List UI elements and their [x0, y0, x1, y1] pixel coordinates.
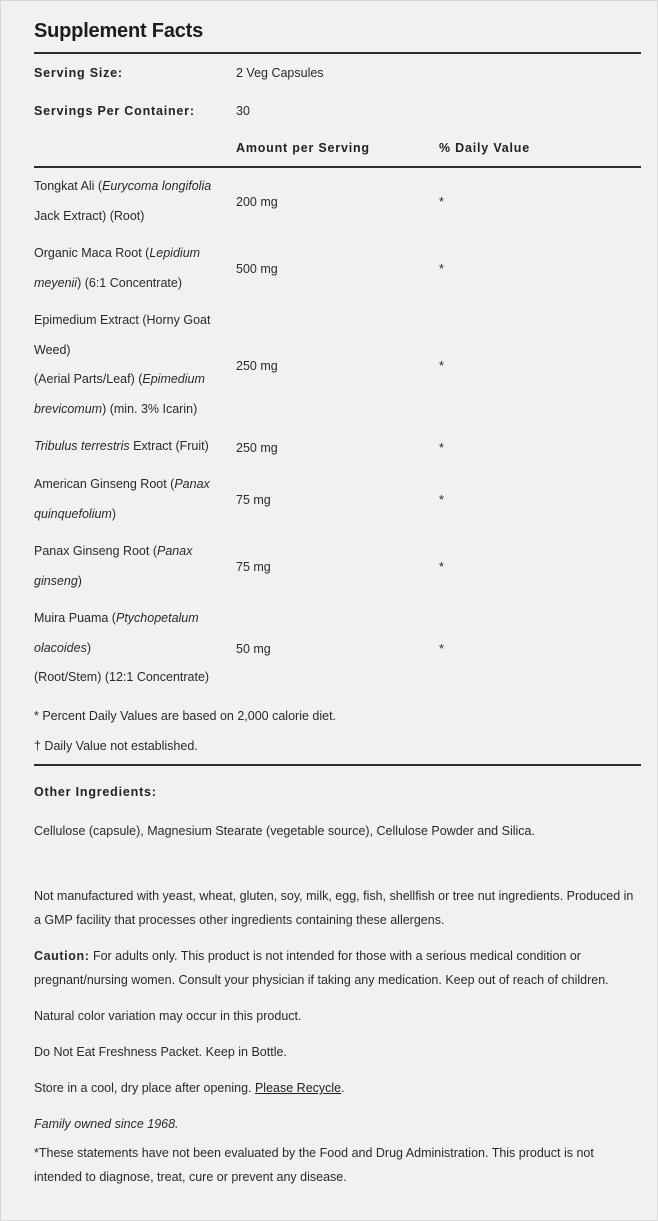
fda-disclaimer: *These statements have not been evaluated by the Food and Drug Administration. This product is not intended to diagnose, treat, cure or prevent any disease.: [34, 1146, 594, 1184]
ingredient-daily-value: *: [439, 195, 444, 209]
storage-text: Store in a cool, dry place after opening.: [34, 1081, 255, 1095]
servings-per-container-label: Servings Per Container:: [34, 104, 195, 118]
ingredient-name: American Ginseng Root (Panax quinquefolium): [34, 477, 210, 521]
please-recycle-link[interactable]: Please Recycle: [254, 1081, 342, 1095]
servings-per-container-value: 30: [236, 104, 250, 118]
allergen-note: Not manufactured with yeast, wheat, gluten, soy, milk, egg, fish, shellfish or tree nut ingredients. Produced in a GMP facility that processes other ingredients containing these allergens.: [34, 889, 634, 927]
ingredient-daily-value: *: [439, 441, 444, 455]
freshness-packet-note: Do Not Eat Freshness Packet. Keep in Bottle.: [34, 1045, 287, 1059]
ingredient-name: Tribulus terrestris Extract (Fruit): [34, 439, 209, 453]
ingredient-amount: 500 mg: [236, 262, 278, 276]
ingredient-name: Tongkat Ali (Eurycoma longifolia Jack Extract) (Root): [34, 179, 212, 223]
footnote-dagger: † Daily Value not established.: [34, 739, 198, 753]
ingredient-amount: 50 mg: [236, 642, 271, 656]
ingredient-daily-value: *: [439, 493, 444, 507]
header-divider: [34, 166, 641, 168]
ingredient-daily-value: *: [439, 262, 444, 276]
serving-size-value: 2 Veg Capsules: [236, 66, 324, 80]
other-ingredients-label: Other Ingredients:: [34, 785, 157, 799]
serving-size-label: Serving Size:: [34, 66, 123, 80]
footnote-percent: * Percent Daily Values are based on 2,000 calorie diet.: [34, 709, 337, 723]
family-owned-note: Family owned since 1968.: [34, 1117, 179, 1131]
color-variation-note: Natural color variation may occur in this product.: [34, 1009, 302, 1023]
page-title: Supplement Facts: [34, 20, 204, 42]
footnote-divider: [34, 764, 641, 766]
caution-note: [34, 944, 641, 992]
title-divider: [34, 52, 641, 54]
ingredient-daily-value: *: [439, 560, 444, 574]
ingredient-amount: 250 mg: [236, 441, 278, 455]
ingredient-name: Panax Ginseng Root (Panax ginseng): [34, 544, 193, 588]
storage-note: [34, 1081, 345, 1095]
caution-label: Caution:: [34, 949, 90, 963]
storage-suffix: .: [341, 1081, 345, 1095]
ingredient-amount: 200 mg: [236, 195, 278, 209]
caution-text: For adults only. This product is not intended for those with a serious medical condition or pregnant/nursing women. Consult your physician if taking any medication. Keep out of reach of children.: [34, 949, 609, 987]
daily-value-column-header: % Daily Value: [439, 141, 530, 155]
ingredient-amount: 75 mg: [236, 493, 271, 507]
ingredient-amount: 75 mg: [236, 560, 271, 574]
ingredient-daily-value: *: [439, 642, 444, 656]
other-ingredients-text: Cellulose (capsule), Magnesium Stearate (vegetable source), Cellulose Powder and Silica.: [34, 824, 535, 838]
ingredient-name: Epimedium Extract (Horny Goat Weed) (Aerial Parts/Leaf) (Epimedium brevicomum) (min. 3% Icarin): [34, 313, 211, 416]
ingredient-daily-value: *: [439, 359, 444, 373]
ingredient-name: Organic Maca Root (Lepidium meyenii) (6:1 Concentrate): [34, 246, 201, 290]
ingredient-name: Muira Puama (Ptychopetalum olacoides) (Root/Stem) (12:1 Concentrate): [34, 611, 210, 684]
amount-column-header: Amount per Serving: [236, 141, 370, 155]
ingredient-amount: 250 mg: [236, 359, 278, 373]
